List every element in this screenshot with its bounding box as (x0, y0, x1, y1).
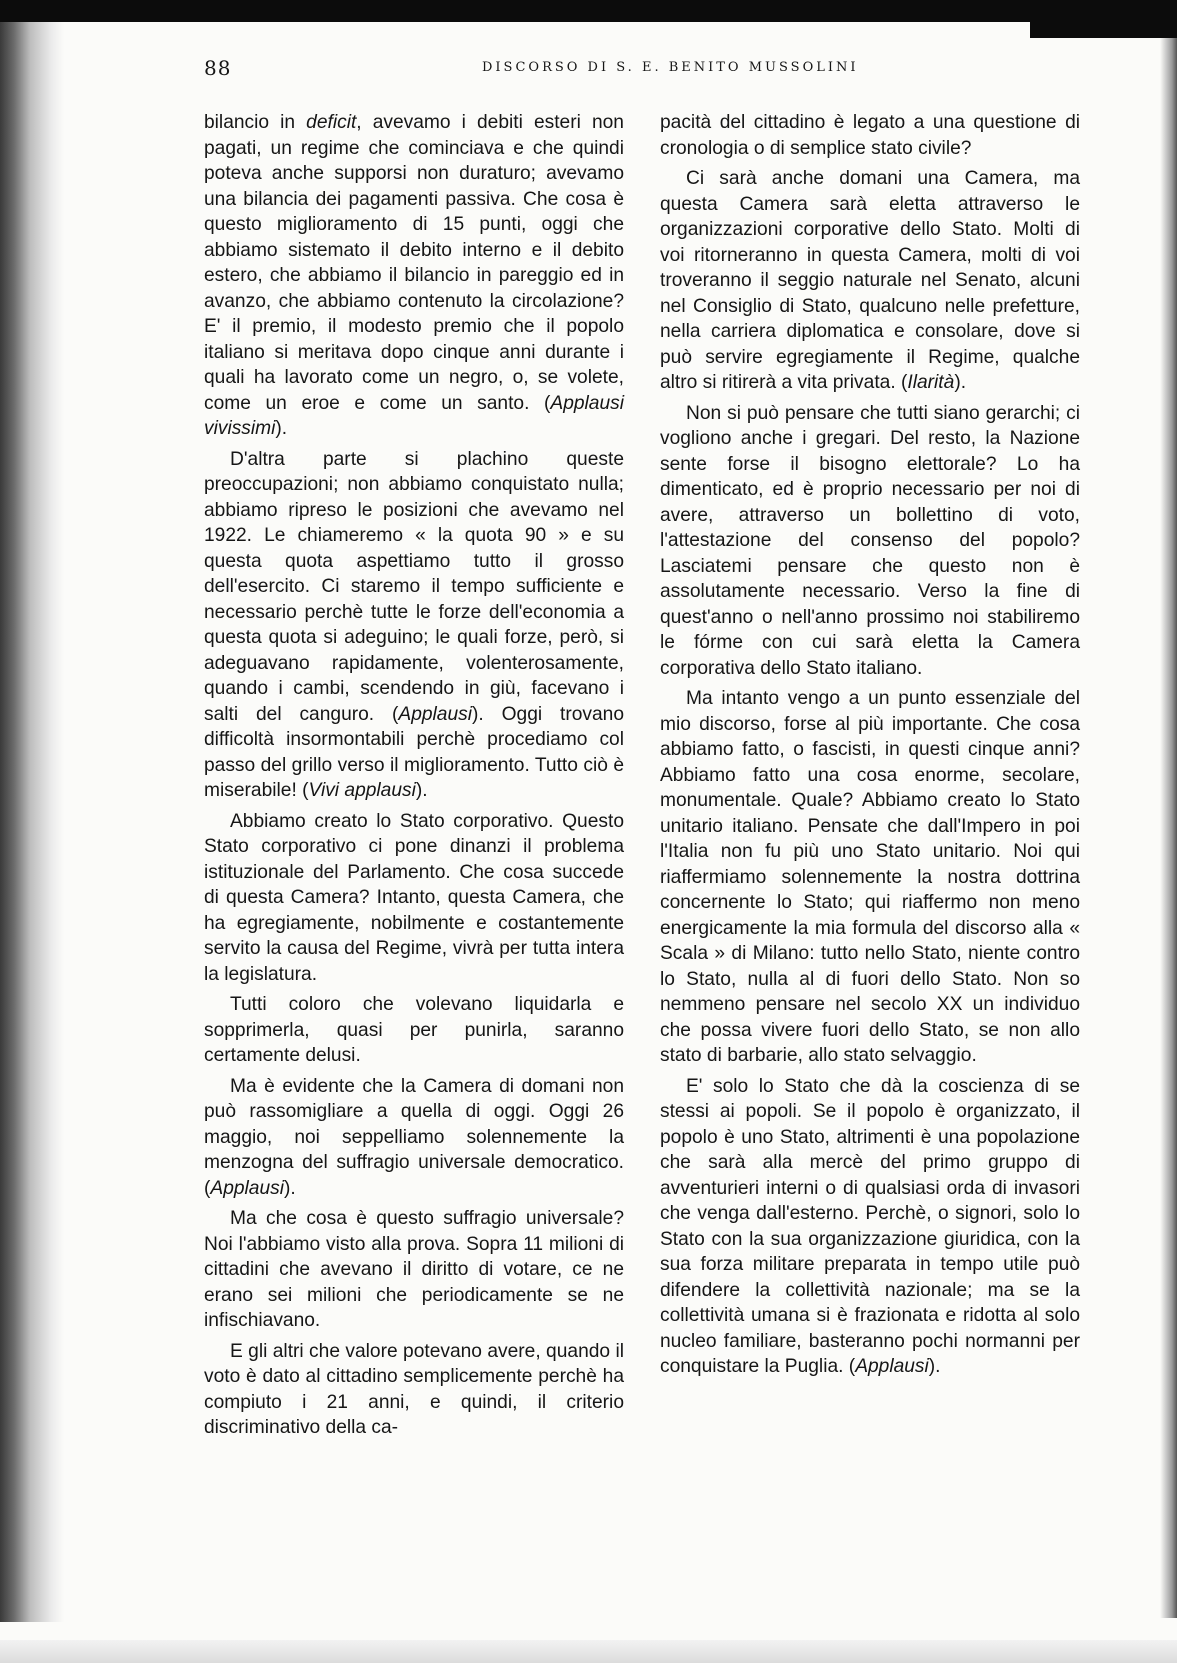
italic-run: Ilarità (907, 372, 955, 393)
paragraph: Non si può pensare che tutti siano gerarchi; ci vogliono anche i gregari. Del resto, la Nazione sente forse il bisogno elettorale? Lo ha dimenticato, ed è proprio necessario per noi di avere, attraverso un bollettino di voto, l'attestazione del consenso del popolo? Lasciatemi pensare che questo non è assolutamente necessario. Verso la fine di quest'anno o nell'anno prossimo noi stabiliremo le fórme con cui sarà eletta la Camera corporativa dello Stato italiano. (660, 402, 1080, 679)
text-column-right (660, 110, 1080, 1385)
italic-run: Applausi (210, 1177, 284, 1199)
paragraph: E' solo lo Stato che dà la coscienza di se stessi ai popoli. Se il popolo è organizzato, il popolo è uno Stato, altrimenti è una popolazione che sarà alla mercè del primo gruppo di avventurieri interni o di qualsiasi orda di invasori che venga dall'esterno. Perchè, o signori, solo lo Stato con la sua organizzazione giuridica, con la sua forza militare preparata in tempo utile può difendere la collettività nazionale; ma se la collettività umana si è frazionata e ridotta al solo nucleo familiare, basteranno pochi normanni per conquistare la Puglia. (Applausi). (660, 1075, 1080, 1377)
paragraph: Tutti coloro che volevano liquidarla e sopprimerla, quasi per punirla, saranno certamente delusi. (204, 994, 624, 1066)
scan-binding-shadow (0, 22, 64, 1622)
text-column-left (204, 110, 624, 1446)
scan-top-border (0, 0, 1177, 22)
paragraph: Ma intanto vengo a un punto essenziale del mio discorso, forse al più importante. Che cosa abbiamo fatto, o fascisti, in questi cinque anni? Abbiamo fatto una cosa enorme, secolare, monumentale. Quale? Abbiamo creato lo Stato unitario italiano. Pensate che dall'Impero in poi l'Italia non fu più uno Stato unitario. Noi qui riaffermiamo solennemente la nostra dottrina concernente lo Stato; qui riaffermo non meno energicamente la mia formula del discorso alla « Scala » di Milano: tutto nello Stato, niente contro lo Stato, nulla al di fuori dello Stato. Non so nemmeno pensare nel secolo XX un individuo che possa vivere fuori dello Stato, se non allo stato di barbarie, allo stato selvaggio. (660, 688, 1080, 1066)
italic-run: Applausi (398, 703, 473, 725)
paragraph: bilancio in deficit, avevamo i debiti esteri non pagati, un regime che cominciava e che quindi poteva anche supporsi non duraturo; avevamo una bilancia dei pagamenti passiva. Che cosa è questo miglioramento di 15 punti, oggi che abbiamo sistemato il debito interno e il debito estero, che abbiamo il bilancio in pareggio ed in avanzo, che abbiamo contenuto la circolazione? E' il premio, il modesto premio che il popolo italiano si meritava dopo cinque anni durante i quali ha lavorato come un negro, o, se volete, come un eroe e come un santo. (Applausi vivissimi). (204, 112, 624, 439)
scan-bottom-edge (0, 1640, 1177, 1663)
running-title: DISCORSO DI S. E. BENITO MUSSOLINI (482, 60, 859, 75)
italic-run: deficit (306, 112, 357, 133)
paragraph: Abbiamo creato lo Stato corporativo. Questo Stato corporativo ci pone dinanzi il problema istituzionale del Parlamento. Che cosa succede di questa Camera? Intanto, questa Camera, che ha egregiamente, nobilmente e costantemente servito la causa del Regime, vivrà per tutta intera la legislatura. (204, 810, 624, 985)
paragraph: Ma è evidente che la Camera di domani non può rassomigliare a quella di oggi. Oggi 26 maggio, noi seppelliamo solennemente la menzogna del suffragio universale democratico. (Applausi). (204, 1075, 624, 1199)
paragraph: Ma che cosa è questo suffragio universale? Noi l'abbiamo visto alla prova. Sopra 11 milioni di cittadini che avevano il diritto di votare, ce ne erano sei milioni che periodicamente se ne infischiavano. (204, 1208, 624, 1331)
paragraph: D'altra parte si plachino queste preoccupazioni; non abbiamo conquistato nulla; abbiamo ripreso le posizioni che avevamo nel 1922. Le chiameremo « la quota 90 » e su questa quota aspettiamo tutto il grosso dell'esercito. Ci staremo il tempo sufficiente e necessario perchè tutte le forze dell'economia a questa quota si adeguino; le quali forze, però, si adeguavano rapidamente, volenterosamente, quando i cambi, scendendo in giù, facevano i salti del canguro. (Applausi). Oggi trovano difficoltà insormontabili perchè procediamo col passo del grillo verso il miglioramento. Tutto ciò è miserabile! (Vivi applausi). (204, 448, 625, 801)
paragraph: Ci sarà anche domani una Camera, ma questa Camera sarà eletta attraverso le organizzazioni corporative dello Stato. Molti di voi ritorneranno in questa Camera, molti di voi troveranno il seggio naturale nel Senato, alcuni nel Consiglio di Stato, qualcuno nelle prefetture, nella carriera diplomatica e consolare, dove si può servire egregiamente il Regime, qualche altro si ritirerà a vita privata. (Ilarità). (660, 168, 1080, 393)
scan-right-edge (1160, 38, 1177, 1618)
italic-run: Applausi (855, 1356, 929, 1377)
scan-top-border-notch (1030, 18, 1177, 38)
italic-run: Vivi applausi (308, 780, 416, 801)
page-number: 88 (204, 56, 232, 80)
paragraph: pacità del cittadino è legato a una questione di cronologia o di semplice stato civile? (660, 112, 1080, 159)
paragraph: E gli altri che valore potevano avere, quando il voto è dato al cittadino semplicemente perchè ha compiuto i 21 anni, e quindi, il criterio discriminativo della ca- (204, 1340, 624, 1438)
italic-run: Applausi vivissimi (204, 392, 624, 439)
